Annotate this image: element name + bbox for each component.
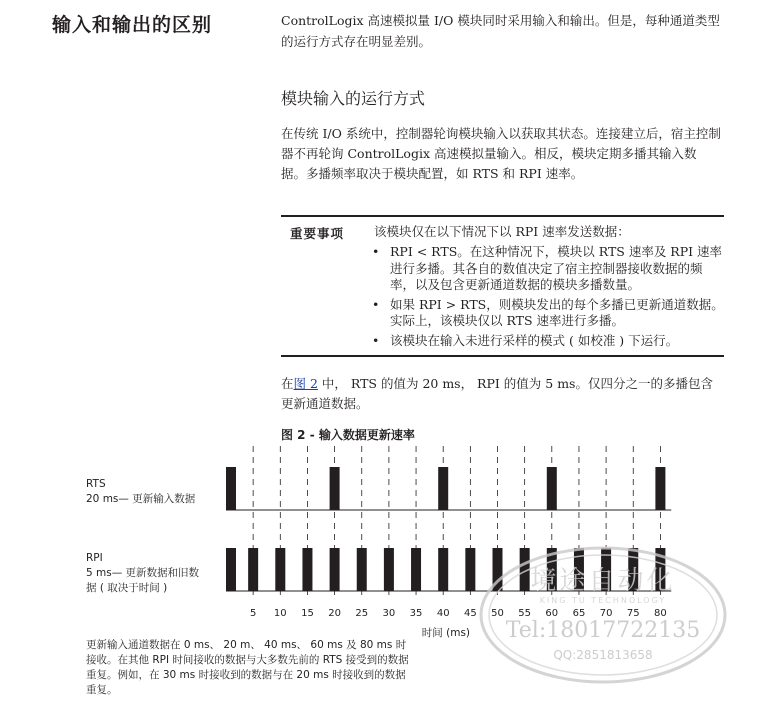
x-tick-label: 80 xyxy=(654,608,667,619)
rts-label-name: RTS xyxy=(86,478,106,490)
x-tick-label: 25 xyxy=(355,608,369,619)
watermark-seal xyxy=(478,545,728,685)
x-axis-label: 时间 (ms) xyxy=(421,627,471,639)
rpi-pulse xyxy=(465,548,475,591)
intro-paragraph: ControlLogix 高速模拟量 I/O 模块同时采用输入和输出。但是，每种通道类型的运行方式存在明显差别。 xyxy=(281,13,720,49)
example-text-before: 在 xyxy=(281,376,294,391)
x-tick-label: 75 xyxy=(626,608,640,619)
svg-text:QQ:2851813658: QQ:2851813658 xyxy=(553,648,653,662)
notice-intro: 该模块仅在以下情况下以 RPI 速率发送数据： xyxy=(374,224,630,239)
notice-item: • RPI < RTS。在这种情况下，模块以 RTS 速率及 RPI 速率进行多播。其各自的数值决定了宿主控制器接收数据的频率，以及包含更新通道数据的模块多播数量。 xyxy=(372,244,724,294)
rpi-pulse xyxy=(226,548,236,591)
x-tick-label: 35 xyxy=(409,608,423,619)
figure-caption: 更新输入通道数据在 0 ms、 20 m、 40 ms、 60 ms 及 80 ms 时接收。在其他 RPI 时间接收的数据与大多数先前的 RTS 接受到的数据重复。例如，在 30 ms 时接收到的数据与在 20 ms 时接收到的数据重复。 xyxy=(86,639,409,696)
x-tick-label: 40 xyxy=(436,608,450,619)
svg-text:KING TU TECHNOLOGY: KING TU TECHNOLOGY xyxy=(539,596,667,605)
rpi-pulse xyxy=(302,548,312,591)
rts-pulse xyxy=(226,467,236,510)
x-tick-label: 60 xyxy=(545,608,559,619)
x-tick-label: 30 xyxy=(382,608,396,619)
body-paragraph: 在传统 I/O 系统中，控制器轮询模块输入以获取其状态。连接建立后，宿主控制器不再轮询 ControlLogix 高速模拟量输入。相反，模块定期多播其输入数据。多播频率取决于模块配置，如 RTS 和 RPI 速率。 xyxy=(281,126,721,181)
rpi-pulse xyxy=(357,548,367,591)
x-tick-label: 20 xyxy=(328,608,341,619)
svg-text:Tel:18017722135: Tel:18017722135 xyxy=(505,618,701,643)
rpi-pulse xyxy=(275,548,285,591)
x-tick-label: 45 xyxy=(463,608,477,619)
rpi-pulse xyxy=(330,548,340,591)
rpi-label-desc-2: 据 ( 取决于时间 ) xyxy=(86,582,168,594)
x-tick-label: 50 xyxy=(491,608,504,619)
rts-pulse xyxy=(438,467,448,510)
section-title: 输入和输出的区别 xyxy=(52,14,213,36)
rpi-label-name: RPI xyxy=(86,552,103,564)
rpi-pulse xyxy=(438,548,448,591)
svg-text:境途自动化: 境途自动化 xyxy=(530,566,676,596)
example-text-after: 中， RTS 的值为 20 ms， RPI 的值为 5 ms。仅四分之一的多播包含更新通道数据。 xyxy=(281,376,713,411)
x-tick-label: 55 xyxy=(518,608,532,619)
notice-label: 重要事项 xyxy=(290,226,345,241)
rts-pulse xyxy=(547,467,557,510)
x-tick-label: 5 xyxy=(249,608,257,619)
x-tick-label: 70 xyxy=(599,608,613,619)
rpi-label xyxy=(86,551,199,596)
rts-pulse xyxy=(330,467,340,510)
rpi-label-desc: 5 ms— 更新数据和旧数 xyxy=(86,567,200,579)
rts-label-desc: 20 ms— 更新输入数据 xyxy=(86,493,196,505)
notice-item: • 该模块在输入未进行采样的模式 ( 如校准 ) 下运行。 xyxy=(372,333,724,350)
rpi-pulse xyxy=(411,548,421,591)
x-tick-label: 10 xyxy=(273,608,287,619)
notice-item: • 如果 RPI > RTS，则模块发出的每个多播已更新通道数据。实际上，该模块仅以 RTS 速率进行多播。 xyxy=(372,297,724,330)
figure-link[interactable]: 图 2 xyxy=(293,376,318,391)
figure-title: 图 2 - 输入数据更新速率 xyxy=(281,428,415,442)
rpi-pulse xyxy=(248,548,258,591)
x-tick-label: 15 xyxy=(301,608,314,619)
rts-label xyxy=(86,477,195,507)
sub-heading: 模块输入的运行方式 xyxy=(281,89,426,108)
x-tick-label: 65 xyxy=(572,608,586,619)
rpi-pulse xyxy=(384,548,394,591)
rts-pulse xyxy=(655,467,665,510)
